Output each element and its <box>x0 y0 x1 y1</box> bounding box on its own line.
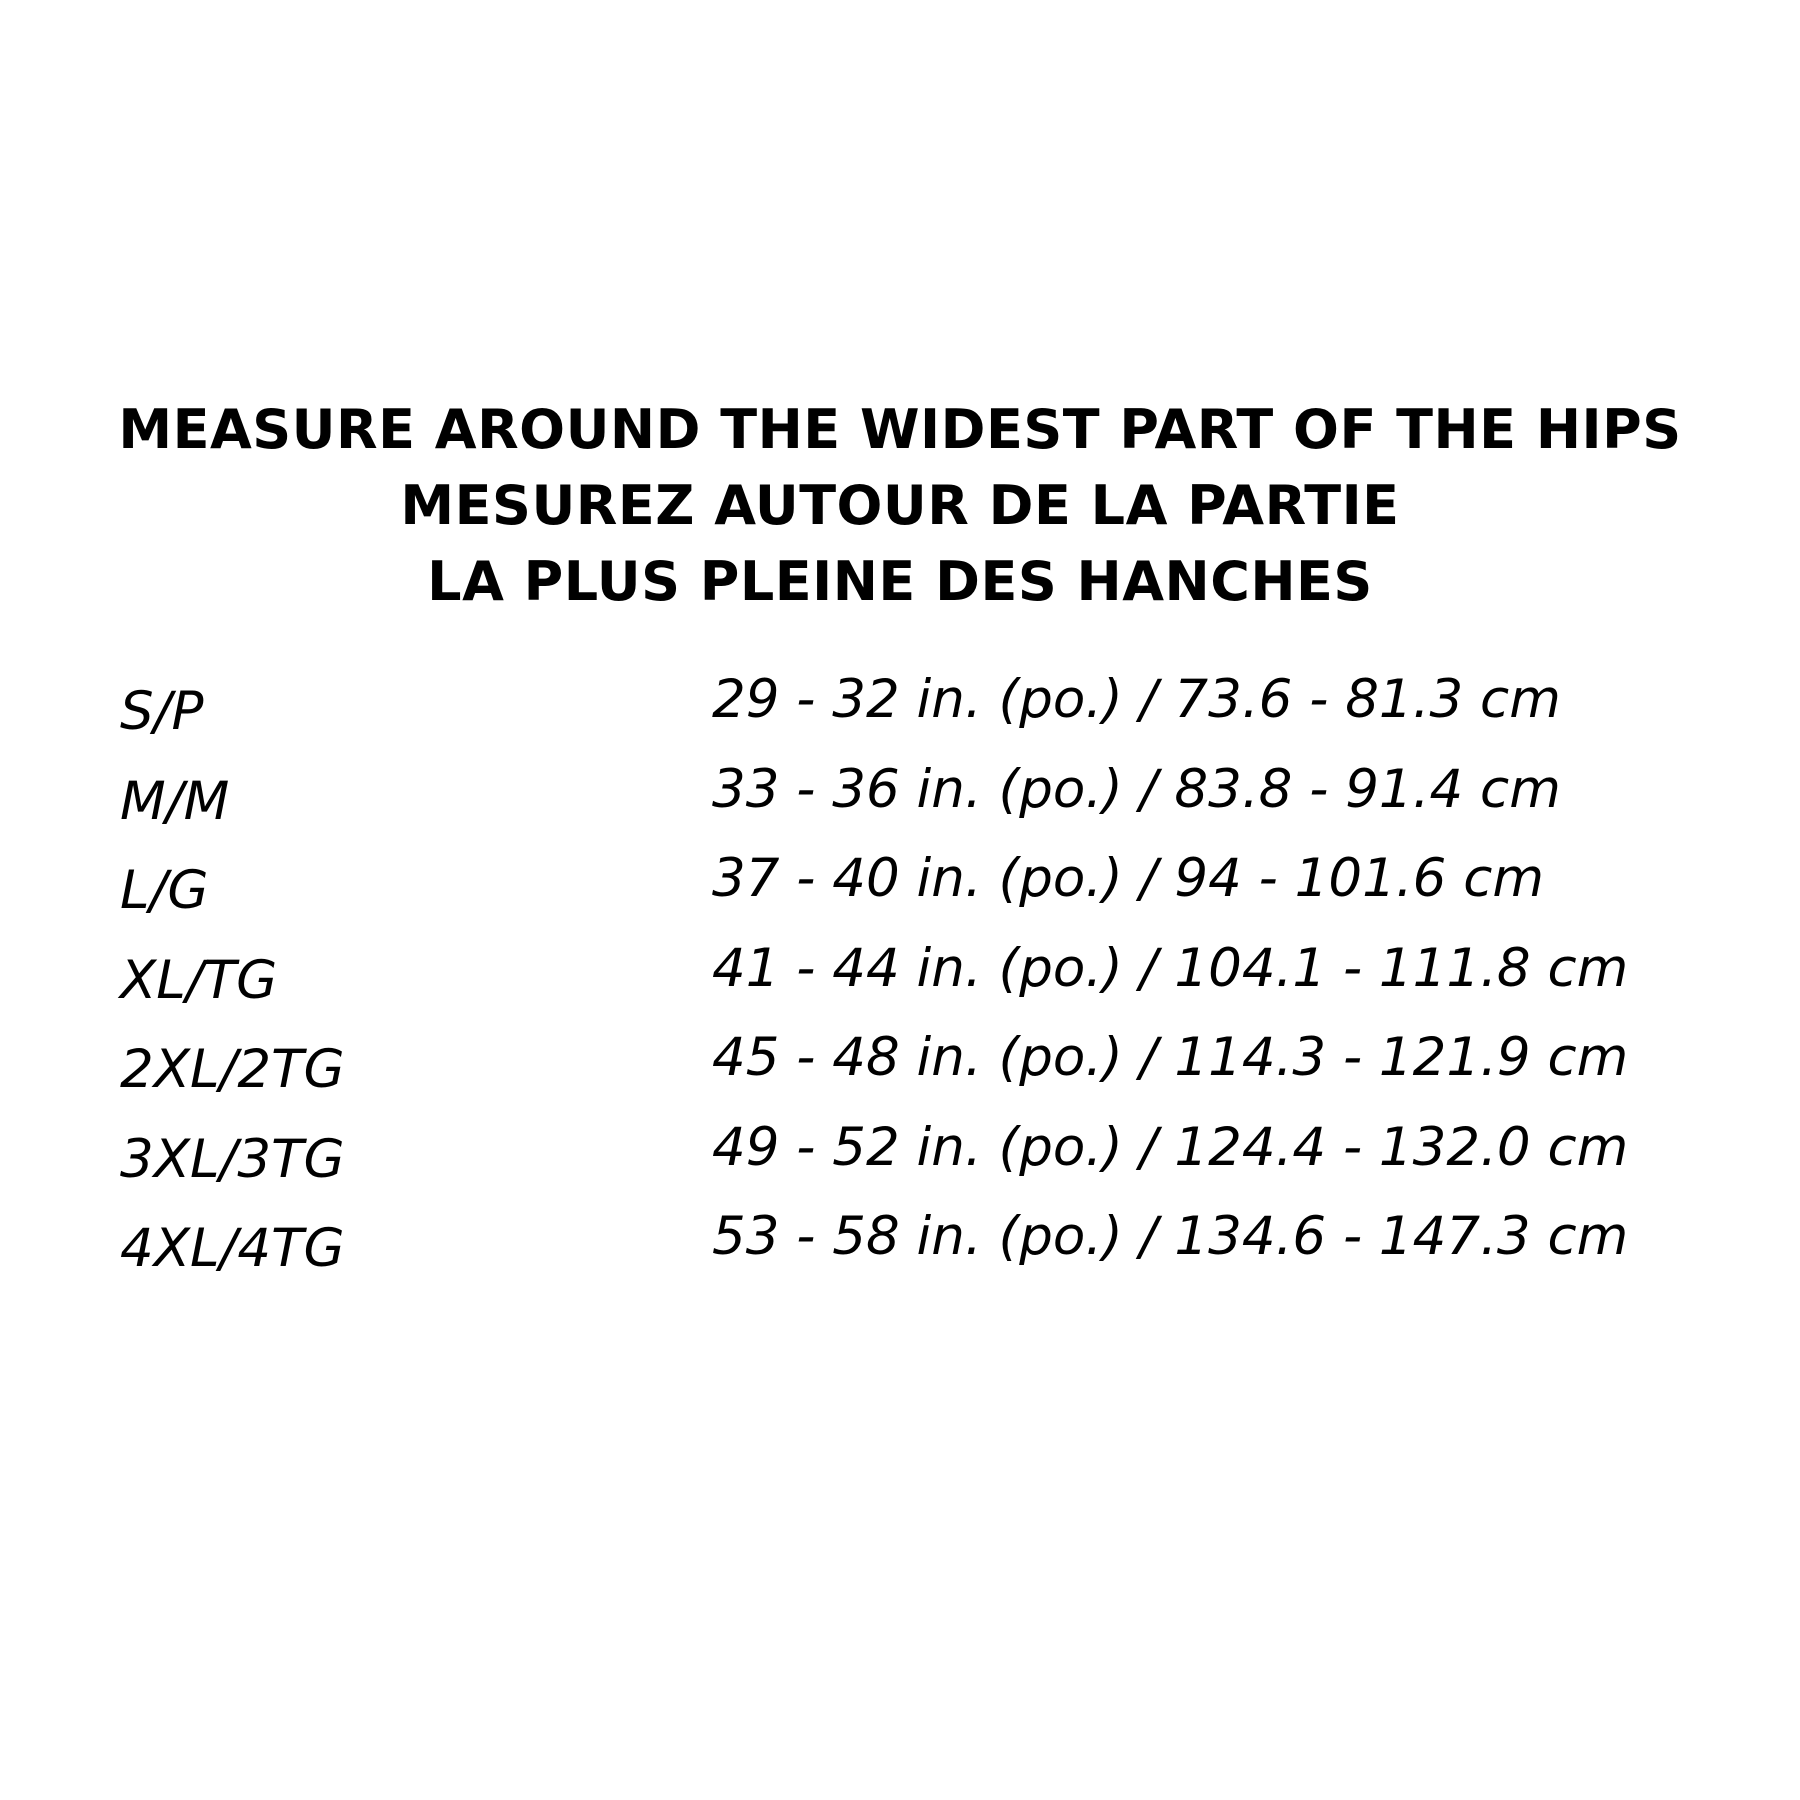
size-row-2xl <box>120 1027 1760 1124</box>
measurement-heading <box>0 392 1800 620</box>
size-range: 41 - 44 in. (po.) / 104.1 - 111.8 cm <box>712 937 1629 999</box>
size-label: 3XL/3TG <box>120 1128 345 1190</box>
size-row-s <box>120 669 1760 766</box>
size-row-3xl <box>120 1116 1760 1214</box>
heading-line-french-2: LA PLUS PLEINE DES HANCHES <box>427 550 1373 613</box>
size-label: 4XL/4TG <box>120 1218 345 1279</box>
size-table <box>120 669 1760 1303</box>
size-label: L/G <box>120 860 209 921</box>
size-label: S/P <box>120 681 204 742</box>
size-range: 45 - 48 in. (po.) / 114.3 - 121.9 cm <box>712 1027 1629 1088</box>
size-range: 37 - 40 in. (po.) / 94 - 101.6 cm <box>712 848 1544 909</box>
size-row-xl <box>120 937 1760 1035</box>
size-range: 29 - 32 in. (po.) / 73.6 - 81.3 cm <box>712 669 1561 730</box>
size-row-l <box>120 848 1760 945</box>
size-range: 33 - 36 in. (po.) / 83.8 - 91.4 cm <box>712 758 1561 820</box>
size-range: 53 - 58 in. (po.) / 134.6 - 147.3 cm <box>712 1206 1629 1267</box>
heading-line-english: MEASURE AROUND THE WIDEST PART OF THE HIPS <box>118 398 1682 461</box>
size-range: 49 - 52 in. (po.) / 124.4 - 132.0 cm <box>712 1116 1629 1178</box>
size-label: M/M <box>120 770 230 832</box>
size-row-m <box>120 758 1760 856</box>
size-row-4xl <box>120 1206 1760 1303</box>
size-label: 2XL/2TG <box>120 1039 345 1100</box>
heading-line-french-1: MESUREZ AUTOUR DE LA PARTIE <box>400 474 1400 537</box>
size-label: XL/TG <box>120 949 278 1011</box>
